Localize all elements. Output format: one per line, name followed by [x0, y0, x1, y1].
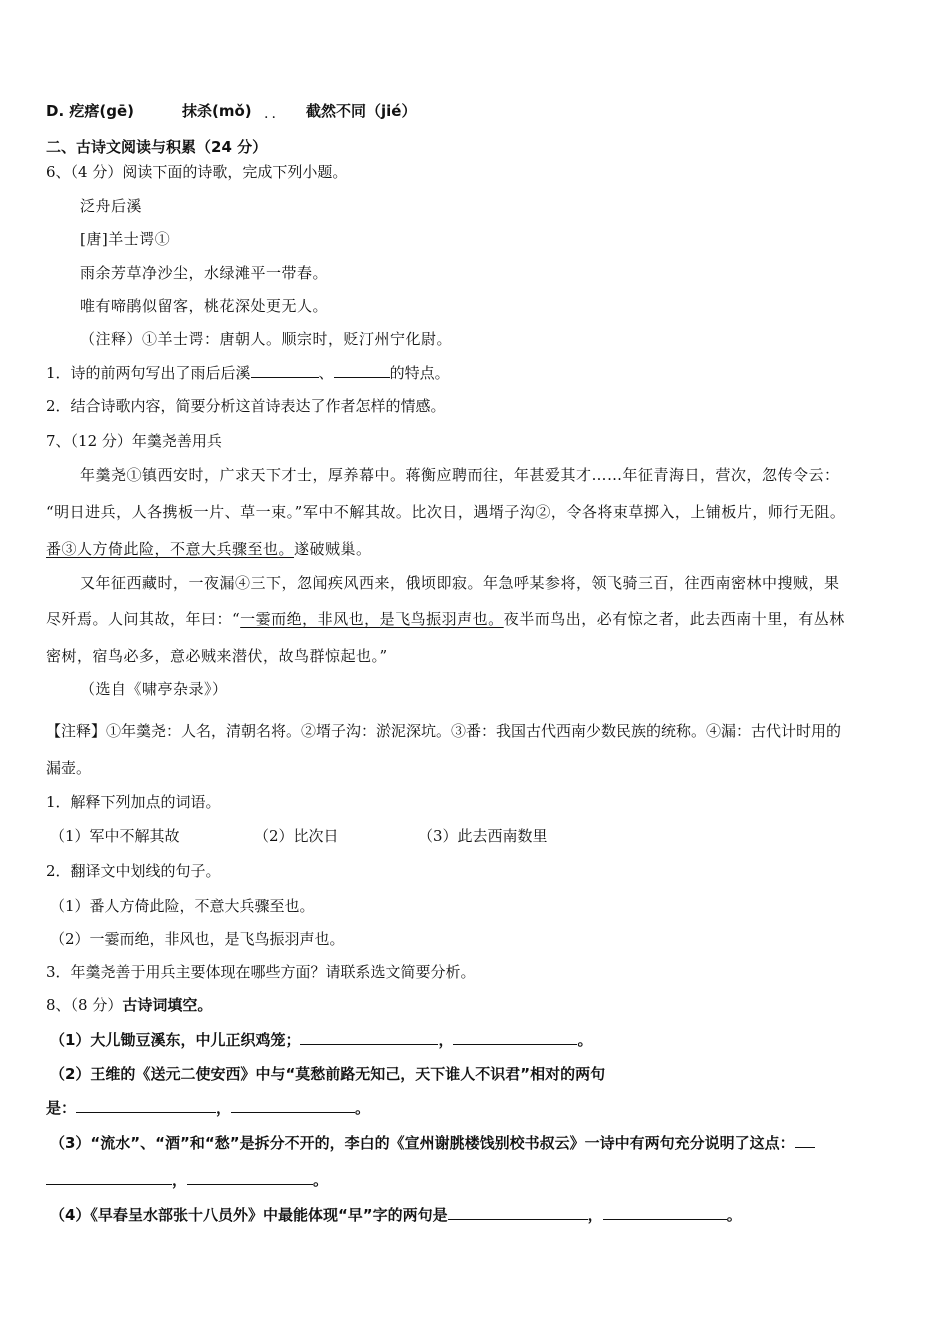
q7-note-line1: 【注释】①年羹尧：人名，清朝名将。②壻子沟：淤泥深坑。③番：我国古代西南少数民族的统称。④漏：古代计时用的 [46, 722, 842, 740]
underlined-sentence-1: 番③人方倚此险，不意大兵骤至也。 [46, 540, 295, 558]
q6-sub1-text-c: 的特点。 [389, 364, 450, 382]
q8-item1-end: 。 [577, 1031, 593, 1049]
q8-header-title: 古诗词填空。 [122, 996, 213, 1014]
q8-item2-prefix: 是： [46, 1099, 77, 1117]
q7-p1-line3-rest: 遂破贼巢。 [294, 540, 372, 558]
poem-note: （注释）①羊士谔：唐朝人。顺宗时，贬汀州宁化尉。 [80, 330, 453, 348]
q8-item4-end: 。 [726, 1206, 742, 1224]
q7-source: （选自《啸亭杂录》） [80, 680, 228, 698]
q8-header-score: 8、（8 分） [46, 996, 123, 1014]
q7-sub1-item1: （1）军中不解其故 [50, 827, 180, 845]
q7-p1-line2: “明日进兵，人各携板一片、草一束。”军中不解其故。比次日，遇壻子沟②，令各将束草掷入，上铺板片，师行无阻。 [46, 503, 846, 521]
emphasis-dots: .. [264, 106, 279, 122]
q8-item3-line2 [46, 1170, 328, 1190]
q7-p1-line3 [46, 539, 372, 559]
q7-p2-line2-b: 夜半而鸟出，必有惊之者，此去西南十里，有丛林 [503, 610, 845, 628]
answer-blank[interactable] [453, 1030, 577, 1045]
q8-item3-end: 。 [313, 1171, 329, 1189]
q8-item2-comma: ， [216, 1099, 232, 1117]
q8-item1-text: （1）大儿锄豆溪东，中儿正织鸡笼； [50, 1031, 301, 1049]
underlined-sentence-2: 一霎而绝，非风也，是飞鸟振羽声也。 [240, 610, 504, 628]
q8-item3-text: （3）“流水”、“酒”和“愁”是拆分不开的，李白的《宣州谢朓楼饯别校书叔云》一诗中有两句充分说明了这点： [50, 1134, 795, 1152]
q7-sub2: 2．翻译文中划线的句子。 [46, 862, 221, 880]
q8-item1-comma: ， [438, 1031, 454, 1049]
q6-sub1-text-b: 、 [318, 364, 334, 382]
q8-item3-line1 [50, 1133, 815, 1153]
answer-blank[interactable] [76, 1098, 216, 1113]
q8-item2-line2 [46, 1098, 370, 1118]
answer-blank[interactable] [334, 363, 390, 378]
q8-item2-line1: （2）王维的《送元二使安西》中与“莫愁前路无知己，天下谁人不识君”相对的两句 [50, 1065, 606, 1083]
q7-sub1-item3: （3）此去西南数里 [418, 827, 548, 845]
q8-item4-comma: ， [587, 1206, 603, 1224]
answer-blank[interactable] [231, 1098, 355, 1113]
q6-sub1 [46, 363, 450, 383]
answer-blank[interactable] [448, 1205, 588, 1220]
q6-header: 6、（4 分）阅读下面的诗歌，完成下列小题。 [46, 163, 348, 181]
answer-blank[interactable] [46, 1170, 172, 1185]
q7-header: 7、（12 分）年羹尧善用兵 [46, 432, 222, 450]
option-d-word1: 疙瘩(gē) [69, 102, 135, 120]
option-d-word2: 抹杀(mǒ) [182, 102, 252, 120]
q7-sub1: 1．解释下列加点的词语。 [46, 793, 221, 811]
poem-title: 泛舟后溪 [80, 197, 143, 215]
answer-blank[interactable] [300, 1030, 438, 1045]
answer-blank[interactable] [251, 363, 319, 378]
q7-sub2-item1: （1）番人方倚此险，不意大兵骤至也。 [50, 897, 315, 915]
poem-line-1: 雨余芳草净沙尘，水绿滩平一带春。 [80, 264, 329, 282]
q7-sub2-item2: （2）一霎而绝，非风也，是飞鸟振羽声也。 [50, 930, 345, 948]
q7-note-line2: 漏壶。 [46, 759, 92, 777]
answer-blank[interactable] [603, 1205, 727, 1220]
option-d [46, 101, 134, 121]
q6-sub2: 2．结合诗歌内容，简要分析这首诗表达了作者怎样的情感。 [46, 397, 446, 415]
q7-sub3: 3．年羹尧善于用兵主要体现在哪些方面？请联系选文简要分析。 [46, 963, 476, 981]
q8-item4 [50, 1205, 742, 1225]
q8-item3-comma: ， [172, 1171, 188, 1189]
q6-sub1-text-a: 1．诗的前两句写出了雨后后溪 [46, 364, 251, 382]
answer-blank[interactable] [795, 1133, 815, 1148]
q7-p2-line2-a: 尽歼焉。人问其故，年曰：“ [46, 610, 241, 628]
section-title: 二、古诗文阅读与积累（24 分） [46, 138, 268, 156]
poem-author: [唐]羊士谔① [80, 230, 171, 248]
q7-p1-line1: 年羹尧①镇西安时，广求天下才士，厚养幕中。蒋衡应聘而往，年甚爱其才……年征青海日，营次，忽传令云： [80, 466, 840, 484]
answer-blank[interactable] [187, 1170, 313, 1185]
q8-item2-end: 。 [355, 1099, 371, 1117]
option-d-label: D. [46, 102, 65, 120]
q8-header [46, 995, 212, 1015]
q8-item4-text: （4）《早春呈水部张十八员外》中最能体现“早”字的两句是 [50, 1206, 448, 1224]
q7-p2-line3: 密树，宿鸟必多，意必贼来潜伏，故鸟群惊起也。” [46, 647, 388, 665]
poem-line-2: 唯有啼鹃似留客，桃花深处更无人。 [80, 297, 329, 315]
option-d-word3: 截然不同（jié） [306, 102, 417, 120]
q7-p2-line2 [46, 609, 845, 629]
q7-sub1-item2: （2）比次日 [254, 827, 339, 845]
q8-item1 [50, 1030, 592, 1050]
q7-p2-line1: 又年征西藏时，一夜漏④三下，忽闻疾风西来，俄顷即寂。年急呼某参将，领飞骑三百，往西南密林中搜贼，果 [80, 574, 840, 592]
